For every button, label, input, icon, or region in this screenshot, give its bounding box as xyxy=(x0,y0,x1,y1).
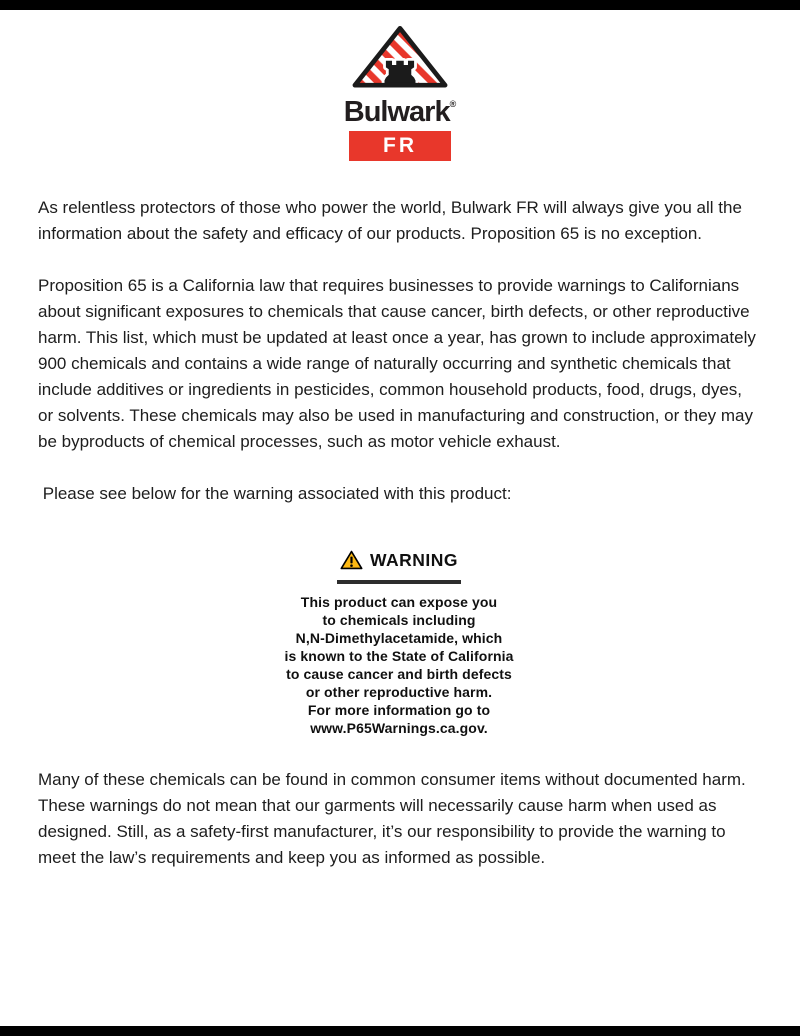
warning-line: to cause cancer and birth defects xyxy=(286,665,512,682)
warning-text-block xyxy=(38,593,760,737)
bulwark-triangle-castle-icon xyxy=(352,26,448,88)
warning-line: to chemicals including xyxy=(322,611,476,628)
warning-line: This product can expose you xyxy=(300,593,498,610)
warning-header xyxy=(340,549,458,571)
logo-fr-banner xyxy=(349,131,451,161)
see-below-paragraph: Please see below for the warning associated with this product: xyxy=(38,484,512,503)
closing-paragraph: Many of these chemicals can be found in common consumer items without documented harm. These warnings do not mean that our garments will necessarily cause harm when used as designed. Still, as a safety-first manufacturer, it’s our responsibility to provide the warning to meet the law’s requirements and keep you as informed as possible. xyxy=(38,769,751,867)
logo-brand-text: Bulwark xyxy=(343,96,450,128)
registered-trademark-symbol: ® xyxy=(449,99,457,109)
warning-line: or other reproductive harm. xyxy=(305,683,493,700)
bulwark-fr-logo xyxy=(0,0,800,161)
warning-line: N,N-Dimethylacetamide, which xyxy=(295,629,503,646)
warning-line: For more information go to xyxy=(307,701,491,718)
intro-paragraph: As relentless protectors of those who power the world, Bulwark FR will always give you all the information about the safety and efficacy of our products. Proposition 65 is no exception. xyxy=(38,198,747,243)
top-black-bar xyxy=(0,0,800,10)
prop65-warning-label xyxy=(38,549,760,737)
warning-line: is known to the State of California xyxy=(284,647,514,664)
warning-underline xyxy=(337,580,461,584)
warning-triangle-icon xyxy=(340,550,363,570)
page-body xyxy=(0,195,800,871)
prop65-description-paragraph: Proposition 65 is a California law that requires businesses to provide warnings to Californians about significant exposures to chemicals that cause cancer, birth defects, or other reproductive harm. This list, which must be updated at least once a year, has grown to include approximately 900 chemicals and contains a wide range of naturally occurring and synthetic chemicals that include additives or ingredients in pesticides, common household products, food, drugs, dyes, or solvents. These chemicals may also be used in manufacturing and construction, or they may be byproducts of chemical processes, such as motor vehicle exhaust. xyxy=(38,276,761,451)
bottom-black-bar xyxy=(0,1026,800,1036)
logo-wordmark xyxy=(344,90,456,126)
p65-url-text: www.P65Warnings.ca.gov. xyxy=(310,719,488,736)
logo-fr-text: FR xyxy=(383,134,417,157)
warning-title: WARNING xyxy=(369,550,459,570)
